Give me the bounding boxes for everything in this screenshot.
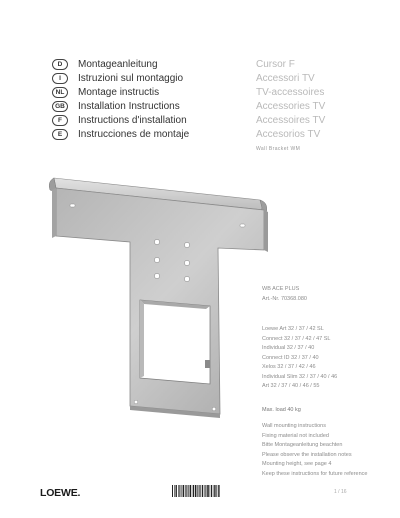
lang-product: Accessoires TV — [256, 115, 326, 126]
list-item: Xelos 32 / 37 / 42 / 46 — [262, 364, 316, 370]
lang-row-e — [52, 128, 382, 142]
lang-product: Accessories TV — [256, 101, 326, 112]
lang-code-badge: D — [52, 59, 68, 70]
lang-row-nl — [52, 86, 382, 100]
lang-code-badge: E — [52, 129, 68, 140]
list-item: Fixing material not included — [262, 432, 329, 439]
brand-logo: LOEWE. — [40, 487, 81, 499]
list-item: Keep these instructions for future reference — [262, 470, 368, 477]
lang-title: Installation Instructions — [78, 101, 180, 112]
barcode-icon — [172, 485, 220, 497]
lang-code-badge: GB — [52, 101, 68, 112]
article-number: Art.-Nr. 70368.080 — [262, 295, 307, 302]
list-item: Art 32 / 37 / 40 / 46 / 55 — [262, 383, 320, 389]
lang-row-f — [52, 114, 382, 128]
list-item: Bitte Montageanleitung beachten — [262, 442, 343, 448]
lang-title: Istruzioni sul montaggio — [78, 73, 184, 84]
wall-bracket-illustration — [40, 170, 275, 420]
list-item: Individual Slim 32 / 37 / 40 / 46 — [262, 373, 338, 380]
list-item: Connect 32 / 37 / 42 / 47 SL — [262, 335, 331, 342]
list-item: Wall mounting instructions — [262, 423, 326, 429]
lang-row-gb — [52, 100, 382, 114]
lang-code-badge: I — [52, 73, 68, 84]
compatibility-list — [262, 325, 337, 392]
page-number: 1 / 16 — [334, 489, 347, 495]
lang-product: Cursor F — [256, 59, 295, 70]
lang-title: Instrucciones de montaje — [78, 129, 190, 140]
list-item: Connect ID 32 / 37 / 40 — [262, 354, 319, 361]
lang-row-i — [52, 72, 382, 86]
lang-title: Montage instructis — [78, 87, 160, 98]
lang-title: Montageanleitung — [78, 59, 158, 70]
list-item: Mounting height, see page 4 — [262, 461, 332, 467]
lang-code-badge: NL — [52, 87, 68, 98]
lang-product: Accesorios TV — [256, 129, 321, 140]
list-item: Please observe the installation notes — [262, 451, 352, 458]
lang-code-badge: F — [52, 115, 68, 126]
list-item: Loewe Art 32 / 37 / 42 SL — [262, 326, 324, 332]
max-load: Max. load 40 kg — [262, 407, 301, 413]
list-item: Individual 32 / 37 / 40 — [262, 345, 315, 351]
lang-product: TV-accessoires — [256, 87, 325, 98]
lang-product: Accessori TV — [256, 73, 315, 84]
notes-list — [262, 422, 367, 479]
lang-title: Instructions d'installation — [78, 115, 187, 126]
model-info — [262, 285, 307, 304]
product-subline: Wall Bracket WM — [256, 146, 301, 152]
model-name: WB ACE PLUS — [262, 286, 300, 292]
lang-row-d — [52, 58, 382, 72]
